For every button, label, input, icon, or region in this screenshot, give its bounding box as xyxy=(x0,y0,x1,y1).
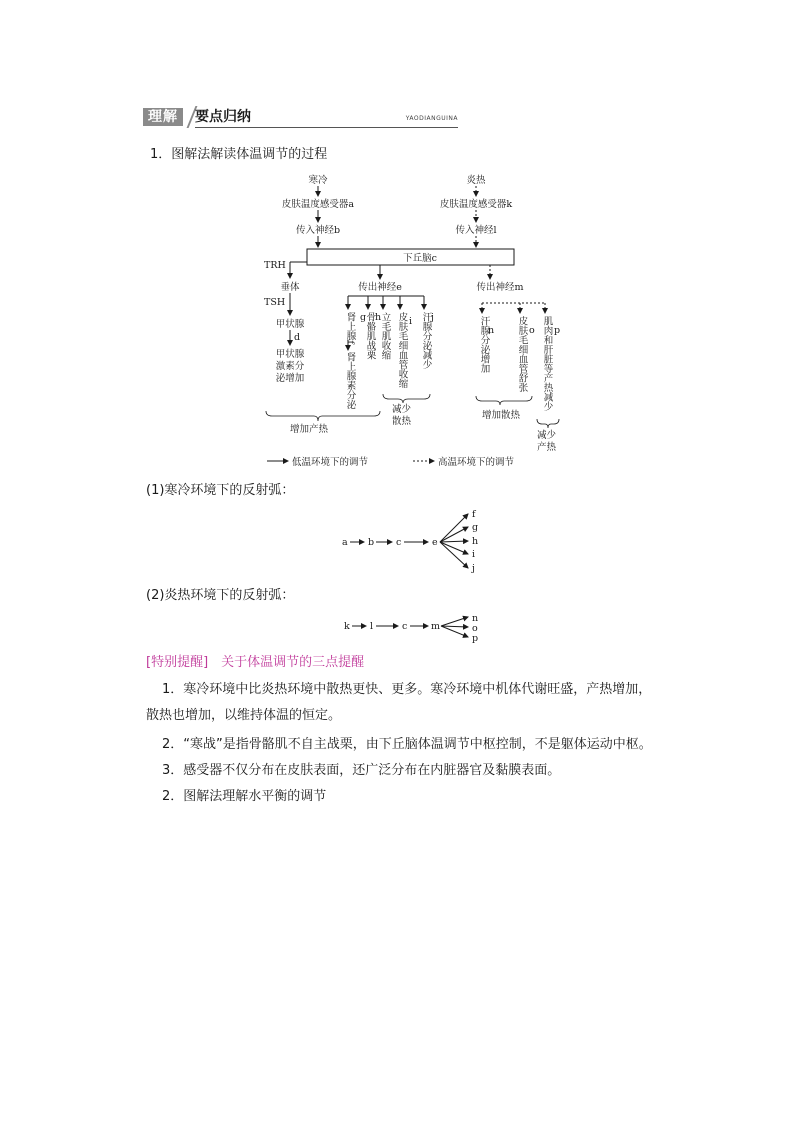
adrenal-label: 肾上腺f xyxy=(344,312,356,345)
afferent-b: 传入神经b xyxy=(295,225,341,236)
arc2-caption: (2)炎热环境下的反射弧： xyxy=(146,588,295,603)
section1-title: 1．图解法解读体温调节的过程 xyxy=(150,147,328,162)
pituitary-label: 垂体 xyxy=(280,282,300,293)
muscle-liver-label: 肌肉和肝脏等产热减少 xyxy=(541,316,553,411)
i-label: i xyxy=(409,316,413,327)
decrease-heat-production-line2: 产热 xyxy=(537,442,557,453)
trh-label: TRH xyxy=(264,260,286,271)
h-label: h xyxy=(375,312,382,323)
arc1-node-a: a xyxy=(342,537,348,548)
o-label: o xyxy=(529,325,535,336)
thermoregulation-diagram xyxy=(0,160,794,480)
arc1-target-g: g xyxy=(472,522,479,533)
reflex-arc-hot xyxy=(0,610,794,650)
arc2-target-o: o xyxy=(472,623,478,634)
arc1-node-b: b xyxy=(368,537,375,548)
vessel-dilate-label: 皮肤毛细血管舒张 xyxy=(516,316,528,392)
increase-heat-loss: 增加散热 xyxy=(482,410,521,421)
tip-item-2: 2．“寒战”是指骨骼肌不自主战栗，由下丘脑体温调节中枢控制，不是躯体运动中枢。 xyxy=(162,737,652,752)
efferent-m-label: 传出神经m xyxy=(476,282,524,293)
arc2-node-k: k xyxy=(344,621,350,632)
arc2-node-l: l xyxy=(370,621,374,632)
tip-item-3: 3．感受器不仅分布在皮肤表面，还广泛分布在内脏器官及黏膜表面。 xyxy=(162,763,561,778)
legend-low: 低温环境下的调节 xyxy=(292,457,369,468)
cold-label: 寒冷 xyxy=(308,175,328,186)
thyroid-hormone-line3: 泌增加 xyxy=(275,373,305,384)
p-label: p xyxy=(554,325,561,336)
n-label: n xyxy=(488,325,495,336)
arc1-node-e: e xyxy=(432,537,438,548)
thyroid-label: 甲状腺 xyxy=(275,319,305,330)
arc1-target-i: i xyxy=(472,549,476,560)
section2-title: 2．图解法理解水平衡的调节 xyxy=(162,789,327,804)
reflex-arc-cold xyxy=(0,505,794,575)
decrease-heat-production-line1: 减少 xyxy=(537,430,557,441)
vessel-contract-label: 皮肤毛细血管收缩 xyxy=(396,312,408,388)
receptor-a: 皮肤温度感受器a xyxy=(281,199,355,210)
header-title: 要点归纳 xyxy=(195,109,251,125)
decrease-heat-loss-line1: 减少 xyxy=(392,404,412,415)
receptor-k: 皮肤温度感受器k xyxy=(439,199,513,210)
arc2-node-c: c xyxy=(402,621,408,632)
tsh-label: TSH xyxy=(264,297,286,308)
arc1-target-h: h xyxy=(472,536,479,547)
efferent-e-label: 传出神经e xyxy=(358,282,402,293)
erector-label: 立毛肌收缩 xyxy=(379,312,391,360)
header-underline xyxy=(195,127,458,128)
arc1-target-f: f xyxy=(472,509,476,520)
arc1-caption: (1)寒冷环境下的反射弧： xyxy=(146,483,295,498)
hypothalamus-label: 下丘脑c xyxy=(403,253,437,264)
legend-high: 高温环境下的调节 xyxy=(438,457,515,468)
sweat-increase-label: 汗腺分泌增加 xyxy=(478,316,490,373)
thyroid-hormone-line2: 激素分 xyxy=(275,361,305,372)
section-header xyxy=(143,106,458,128)
arc2-target-p: p xyxy=(472,633,479,644)
arc1-node-c: c xyxy=(396,537,402,548)
tips-heading: [特别提醒] 关于体温调节的三点提醒 xyxy=(146,655,365,670)
sweat-decrease-label: 汗腺分泌减少 xyxy=(420,312,432,369)
tip-item-1: 1．寒冷环境中比炎热环境中散热更快、更多。寒冷环境中机体代谢旺盛，产热增加，散热也增加，以维持体温的恒定。 xyxy=(146,682,652,723)
thyroid-hormone-line1: 甲状腺 xyxy=(275,349,305,360)
g-label: g xyxy=(360,312,367,323)
increase-heat-production: 增加产热 xyxy=(290,424,329,435)
afferent-l: 传入神经l xyxy=(455,225,497,236)
arc2-target-n: n xyxy=(472,613,479,624)
hot-label: 炎热 xyxy=(466,175,486,186)
adrenaline-label: 肾上腺素分泌 xyxy=(344,352,356,409)
decrease-heat-loss-line2: 散热 xyxy=(392,416,412,427)
header-tag: 理解 xyxy=(143,108,183,126)
arc1-target-j: j xyxy=(472,563,475,574)
j-label: j xyxy=(431,312,434,323)
header-english: YAODIANGUINA xyxy=(405,115,458,122)
skeletal-label: 骨骼肌战栗 xyxy=(364,312,376,360)
d-label: d xyxy=(294,332,301,343)
arc2-node-m: m xyxy=(431,621,441,632)
